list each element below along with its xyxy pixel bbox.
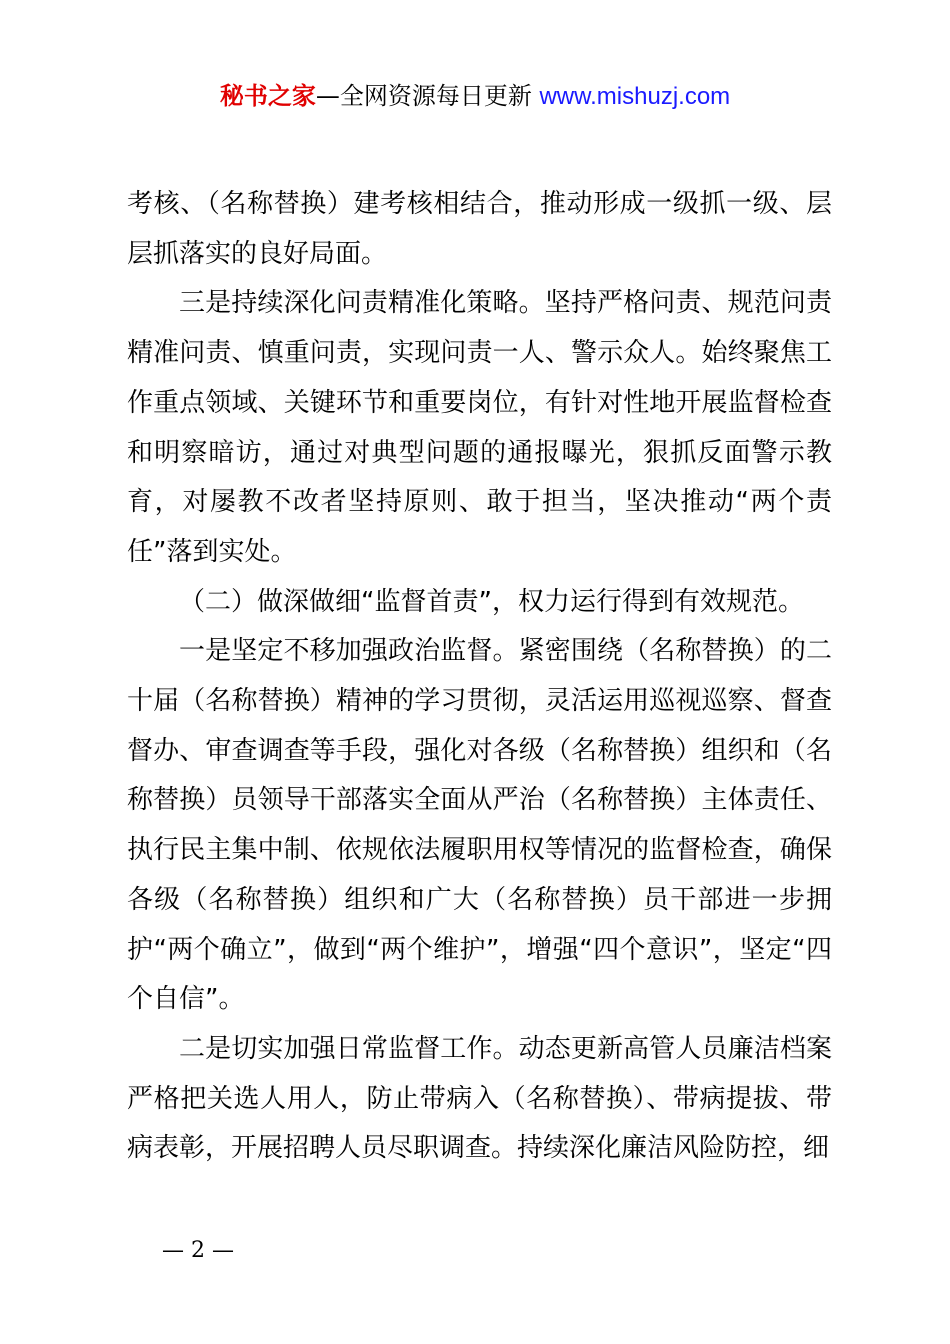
body-paragraph: 一是坚定不移加强政治监督。紧密围绕（名称替换）的二十届（名称替换）精神的学习贯彻，灵活运用巡视巡察、督查督办、审查调查等手段，强化对各级（名称替换）组织和（名称替换）员领导干部落实全面从严治（名称替换）主体责任、执行民主集中制、依规依法履职用权等情况的监督检查，确保各级（名称替换）组织和广大（名称替换）员干部进一步拥护“两个确立”，做到“两个维护”，增强“四个意识”，坚定“四个自信”。 bbox=[127, 636, 832, 1015]
brand-name: 秘书之家 bbox=[219, 82, 316, 110]
header-tagline: —全网资源每日更新 bbox=[315, 82, 532, 110]
document-body bbox=[127, 180, 832, 1174]
body-paragraph: 二是切实加强日常监督工作。动态更新高管人员廉洁档案严格把关选人用人，防止带病入（名称替换）、带病提拔、带病表彰，开展招聘人员尽职调查。持续深化廉洁风险防控，细 bbox=[127, 1033, 832, 1164]
site-header bbox=[0, 80, 950, 113]
body-paragraph: 三是持续深化问责精准化策略。坚持严格问责、规范问责精准问责、慎重问责，实现问责一人、警示众人。始终聚焦工作重点领域、关键环节和重要岗位，有针对性地开展监督检查和明察暗访，通过对典型问题的通报曝光，狠抓反面警示教育，对屡教不改者坚持原则、敢于担当，坚决推动“两个责任”落到实处。 bbox=[127, 288, 832, 567]
body-paragraph: 考核、（名称替换）建考核相结合，推动形成一级抓一级、层层抓落实的良好局面。 bbox=[127, 189, 832, 269]
page-number: — 2 — bbox=[162, 1238, 234, 1263]
section-heading: （二）做深做细“监督首责”，权力运行得到有效规范。 bbox=[179, 586, 804, 617]
site-url[interactable]: www.mishuzj.com bbox=[539, 83, 731, 110]
